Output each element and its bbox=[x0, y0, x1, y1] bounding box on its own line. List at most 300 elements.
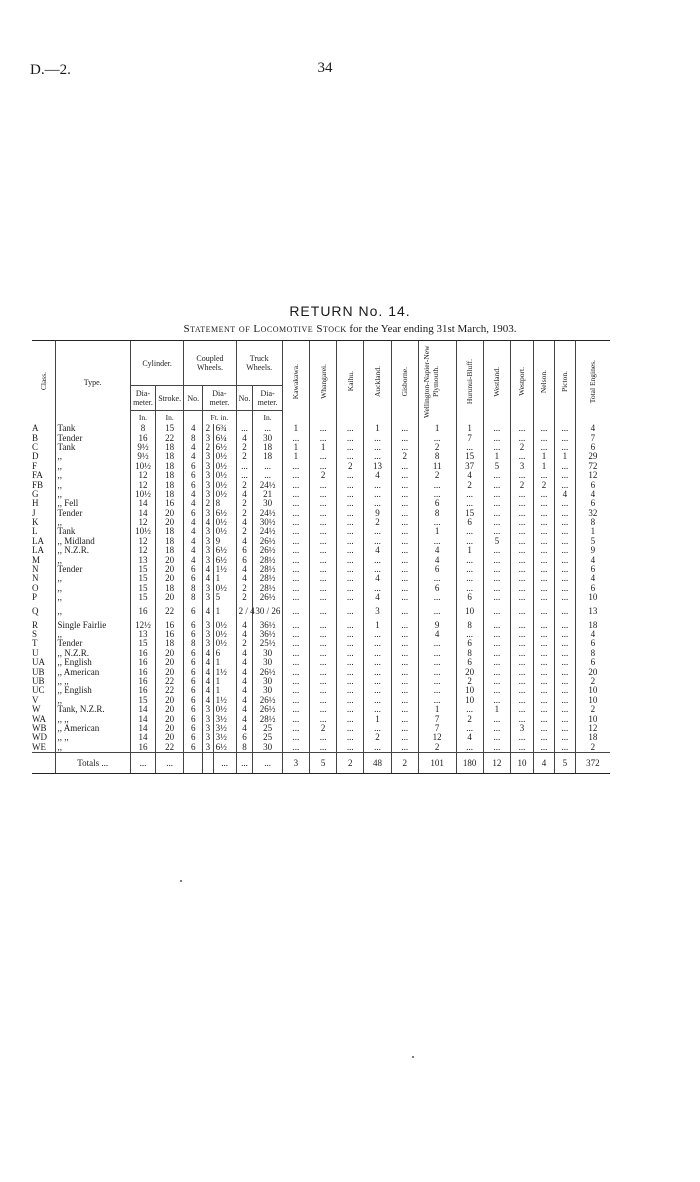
truck-no: 2 bbox=[236, 584, 253, 593]
count-cell: ... bbox=[309, 593, 336, 602]
cylinder-diameter: 15 bbox=[130, 593, 155, 602]
count-cell: ... bbox=[554, 480, 575, 489]
count-cell: 37 bbox=[456, 462, 483, 471]
cylinder-diameter: 12 bbox=[130, 518, 155, 527]
count-cell: ... bbox=[364, 584, 391, 593]
totals-label: Totals ... bbox=[55, 752, 130, 773]
count-cell: ... bbox=[483, 686, 510, 695]
cylinder-diameter: 16 bbox=[130, 602, 155, 620]
cylinder-diameter: 14 bbox=[130, 724, 155, 733]
coupled-no: 6 bbox=[184, 630, 203, 639]
count-cell: ... bbox=[533, 733, 554, 742]
cylinder-diameter: 14 bbox=[130, 733, 155, 742]
coupled-ft: 3 bbox=[203, 620, 213, 629]
count-cell: ... bbox=[483, 649, 510, 658]
count-cell: ... bbox=[309, 677, 336, 686]
count-cell: 4 bbox=[418, 546, 456, 555]
row-total: 6 bbox=[575, 639, 610, 648]
count-cell: ... bbox=[554, 537, 575, 546]
count-cell: ... bbox=[391, 696, 418, 705]
coupled-in: 0½ bbox=[213, 630, 236, 639]
coupled-in: 8 bbox=[213, 499, 236, 508]
count-cell: ... bbox=[391, 518, 418, 527]
count-cell: ... bbox=[533, 546, 554, 555]
class-code: B bbox=[32, 432, 39, 443]
page-number: 34 bbox=[317, 60, 333, 76]
coupled-in: 1 bbox=[213, 658, 236, 667]
count-cell: ... bbox=[282, 743, 309, 753]
truck-no: 4 bbox=[236, 433, 253, 442]
count-cell: ... bbox=[554, 443, 575, 452]
truck-no: 2 bbox=[236, 452, 253, 461]
coupled-ft: 3 bbox=[203, 593, 213, 602]
count-cell: ... bbox=[554, 462, 575, 471]
cylinder-diameter: 10½ bbox=[130, 462, 155, 471]
count-cell: ... bbox=[309, 565, 336, 574]
coupled-in: 0½ bbox=[213, 462, 236, 471]
coupled-ft: 3 bbox=[203, 462, 213, 471]
class-code: F bbox=[32, 460, 38, 471]
count-cell: ... bbox=[282, 509, 309, 518]
count-cell: ... bbox=[364, 555, 391, 564]
coupled-ft: 3 bbox=[203, 509, 213, 518]
count-cell: 2 bbox=[418, 743, 456, 753]
count-cell: ... bbox=[282, 546, 309, 555]
coupled-no: 6 bbox=[184, 509, 203, 518]
section-header-nelson: Nelson. bbox=[533, 341, 554, 425]
stroke: 20 bbox=[156, 658, 184, 667]
type-cell: ,, bbox=[55, 593, 130, 602]
truck-no: 2 bbox=[236, 509, 253, 518]
count-cell: 1 bbox=[456, 546, 483, 555]
count-cell: ... bbox=[456, 537, 483, 546]
type-cell: ,, ,, bbox=[55, 733, 130, 742]
count-cell: ... bbox=[309, 424, 336, 433]
row-total: 18 bbox=[575, 733, 610, 742]
count-cell: ... bbox=[456, 574, 483, 583]
count-cell: 2 bbox=[364, 733, 391, 742]
count-cell: ... bbox=[391, 686, 418, 695]
count-cell: ... bbox=[533, 593, 554, 602]
count-cell: ... bbox=[418, 696, 456, 705]
coupled-in: 1 bbox=[213, 602, 236, 620]
count-cell: ... bbox=[533, 433, 554, 442]
row-total: 8 bbox=[575, 518, 610, 527]
type-cell: ,, English bbox=[55, 686, 130, 695]
type-cell: Tender bbox=[55, 639, 130, 648]
row-total: 10 bbox=[575, 686, 610, 695]
count-cell: ... bbox=[483, 677, 510, 686]
cylinder-diameter: 8 bbox=[130, 424, 155, 433]
count-cell: ... bbox=[337, 490, 364, 499]
coupled-in: 0½ bbox=[213, 620, 236, 629]
count-cell: ... bbox=[309, 714, 336, 723]
class-code: UB bbox=[32, 666, 45, 677]
table-subtitle bbox=[0, 323, 700, 335]
count-cell: ... bbox=[337, 555, 364, 564]
class-code: D bbox=[32, 451, 39, 462]
row-total: 6 bbox=[575, 499, 610, 508]
count-cell: 6 bbox=[418, 499, 456, 508]
truck-diameter: 24½ bbox=[253, 480, 282, 489]
type-cell: ,, bbox=[55, 462, 130, 471]
table-row bbox=[32, 471, 610, 480]
type-cell: ,, Midland bbox=[55, 537, 130, 546]
coupled-ft: 4 bbox=[203, 649, 213, 658]
count-cell: ... bbox=[309, 490, 336, 499]
type-cell: ,, bbox=[55, 452, 130, 461]
count-cell: ... bbox=[510, 471, 533, 480]
count-cell: ... bbox=[337, 584, 364, 593]
count-cell: 6 bbox=[456, 639, 483, 648]
count-cell: ... bbox=[337, 546, 364, 555]
count-cell: ... bbox=[483, 546, 510, 555]
count-cell: ... bbox=[510, 639, 533, 648]
coupled-ft: 2 bbox=[203, 443, 213, 452]
coupled-in: 0½ bbox=[213, 705, 236, 714]
truck-diameter: 26½ bbox=[253, 546, 282, 555]
truck-no: 8 bbox=[236, 743, 253, 753]
count-cell: ... bbox=[282, 658, 309, 667]
count-cell: 4 bbox=[418, 555, 456, 564]
type-cell: Tender bbox=[55, 509, 130, 518]
count-cell: ... bbox=[483, 733, 510, 742]
row-total: 2 bbox=[575, 743, 610, 753]
coupled-ft: 4 bbox=[203, 518, 213, 527]
truck-diameter: 28½ bbox=[253, 584, 282, 593]
count-cell: ... bbox=[554, 424, 575, 433]
row-total: 8 bbox=[575, 649, 610, 658]
count-cell: ... bbox=[510, 620, 533, 629]
count-cell: 2 bbox=[510, 480, 533, 489]
total-gisborne: 2 bbox=[391, 752, 418, 773]
coupled-in: 3½ bbox=[213, 724, 236, 733]
stroke: 18 bbox=[156, 462, 184, 471]
count-cell: ... bbox=[554, 724, 575, 733]
count-cell: ... bbox=[391, 733, 418, 742]
count-cell: 8 bbox=[456, 649, 483, 658]
count-cell: ... bbox=[391, 602, 418, 620]
count-cell: ... bbox=[456, 490, 483, 499]
count-cell: ... bbox=[483, 424, 510, 433]
count-cell: ... bbox=[483, 518, 510, 527]
count-cell: ... bbox=[533, 705, 554, 714]
count-cell: 11 bbox=[418, 462, 456, 471]
coupled-ft: 3 bbox=[203, 555, 213, 564]
type-cell: ,, English bbox=[55, 658, 130, 667]
count-cell: ... bbox=[483, 724, 510, 733]
count-cell: ... bbox=[282, 620, 309, 629]
table-body bbox=[32, 424, 610, 752]
truck-diameter: 26½ bbox=[253, 667, 282, 676]
count-cell: ... bbox=[483, 471, 510, 480]
coupled-in: 1 bbox=[213, 686, 236, 695]
truck-diameter: 28½ bbox=[253, 555, 282, 564]
coupled-ft: 3 bbox=[203, 724, 213, 733]
count-cell: 6 bbox=[456, 658, 483, 667]
total-westland: 12 bbox=[483, 752, 510, 773]
unit-coupled-dia: Ft. in. bbox=[203, 411, 237, 425]
class-code: FA bbox=[32, 470, 43, 481]
count-cell: ... bbox=[554, 743, 575, 753]
count-cell: 2 bbox=[364, 518, 391, 527]
truck-diameter: 36½ bbox=[253, 630, 282, 639]
count-cell: 1 bbox=[456, 424, 483, 433]
count-cell: 7 bbox=[418, 714, 456, 723]
count-cell: ... bbox=[391, 667, 418, 676]
coupled-in: 6½ bbox=[213, 443, 236, 452]
truck-diameter: 30 bbox=[253, 743, 282, 753]
class-code: V bbox=[32, 694, 39, 705]
count-cell: 6 bbox=[456, 518, 483, 527]
count-cell: ... bbox=[391, 574, 418, 583]
coupled-in: 0½ bbox=[213, 452, 236, 461]
count-cell: ... bbox=[391, 433, 418, 442]
class-code: K bbox=[32, 517, 39, 528]
class-code: WB bbox=[32, 722, 47, 733]
coupled-no: 6 bbox=[184, 658, 203, 667]
class-code: R bbox=[32, 619, 39, 630]
total-whangarei: 5 bbox=[309, 752, 336, 773]
count-cell: ... bbox=[554, 499, 575, 508]
cylinder-diameter: 16 bbox=[130, 686, 155, 695]
coupled-in: 3½ bbox=[213, 733, 236, 742]
count-cell: ... bbox=[391, 593, 418, 602]
truck-diameter: 26½ bbox=[253, 537, 282, 546]
row-total: 18 bbox=[575, 620, 610, 629]
count-cell: ... bbox=[391, 443, 418, 452]
count-cell: ... bbox=[391, 546, 418, 555]
row-total: 29 bbox=[575, 452, 610, 461]
truck-diameter: 18 bbox=[253, 443, 282, 452]
truck-diameter: 28½ bbox=[253, 714, 282, 723]
count-cell: ... bbox=[309, 620, 336, 629]
count-cell: ... bbox=[533, 490, 554, 499]
table-row bbox=[32, 602, 610, 620]
count-cell: ... bbox=[309, 527, 336, 536]
truck-diameter: 30 bbox=[253, 649, 282, 658]
count-cell: 4 bbox=[554, 490, 575, 499]
count-cell: ... bbox=[418, 667, 456, 676]
cylinder-diameter: 12 bbox=[130, 480, 155, 489]
count-cell: ... bbox=[418, 480, 456, 489]
coupled-no: 4 bbox=[184, 443, 203, 452]
type-header: Type. bbox=[55, 341, 130, 425]
count-cell: ... bbox=[282, 574, 309, 583]
truck-no: 2 bbox=[236, 443, 253, 452]
section-header-hurunui-bluff: Hurunui-Bluff. bbox=[456, 341, 483, 425]
row-total: 1 bbox=[575, 527, 610, 536]
type-cell: Tank, N.Z.R. bbox=[55, 705, 130, 714]
coupled-ft: 4 bbox=[203, 677, 213, 686]
type-cell: ,, bbox=[55, 555, 130, 564]
coupled-no: 6 bbox=[184, 724, 203, 733]
count-cell: ... bbox=[364, 667, 391, 676]
count-cell: ... bbox=[391, 649, 418, 658]
count-cell: ... bbox=[554, 639, 575, 648]
count-cell: ... bbox=[309, 658, 336, 667]
count-cell: 2 bbox=[456, 714, 483, 723]
count-cell: ... bbox=[337, 649, 364, 658]
count-cell: ... bbox=[337, 714, 364, 723]
table-row bbox=[32, 424, 610, 433]
cylinder-diameter: 15 bbox=[130, 639, 155, 648]
stroke: 18 bbox=[156, 471, 184, 480]
count-cell: ... bbox=[483, 490, 510, 499]
count-cell: ... bbox=[456, 630, 483, 639]
truck-no: 4 bbox=[236, 658, 253, 667]
count-cell: ... bbox=[533, 649, 554, 658]
count-cell: ... bbox=[364, 490, 391, 499]
count-cell: ... bbox=[364, 696, 391, 705]
coupled-ft: 3 bbox=[203, 584, 213, 593]
count-cell: ... bbox=[337, 499, 364, 508]
total-engines-header: Total Engines. bbox=[575, 341, 610, 425]
coupled-in: 6¼ bbox=[213, 433, 236, 442]
unit-cyl-dia: In. bbox=[130, 411, 155, 425]
count-cell: ... bbox=[456, 499, 483, 508]
count-cell: ... bbox=[533, 677, 554, 686]
section-header-kaihu: Kaihu. bbox=[337, 341, 364, 425]
class-code: S bbox=[32, 629, 38, 639]
count-cell: ... bbox=[364, 565, 391, 574]
truck-no: 2 bbox=[236, 593, 253, 602]
truck-no: 2 / 4 bbox=[236, 602, 253, 620]
count-cell: ... bbox=[282, 433, 309, 442]
coupled-no: 8 bbox=[184, 639, 203, 648]
count-cell: 8 bbox=[418, 509, 456, 518]
count-cell: ... bbox=[533, 584, 554, 593]
stroke: 22 bbox=[156, 686, 184, 695]
count-cell: 4 bbox=[364, 574, 391, 583]
truck-no: 6 bbox=[236, 733, 253, 742]
coupled-ft: 4 bbox=[203, 667, 213, 676]
count-cell: ... bbox=[510, 705, 533, 714]
count-cell: ... bbox=[282, 696, 309, 705]
coupled-no: 6 bbox=[184, 462, 203, 471]
count-cell: ... bbox=[337, 574, 364, 583]
cylinder-diameter: 14 bbox=[130, 705, 155, 714]
count-cell: ... bbox=[533, 620, 554, 629]
stroke: 22 bbox=[156, 433, 184, 442]
stroke: 15 bbox=[156, 424, 184, 433]
coupled-in: 6½ bbox=[213, 555, 236, 564]
count-cell: ... bbox=[364, 499, 391, 508]
count-cell: ... bbox=[483, 443, 510, 452]
coupled-no: 8 bbox=[184, 433, 203, 442]
count-cell: ... bbox=[554, 667, 575, 676]
count-cell: ... bbox=[554, 677, 575, 686]
truck-diameter: 30 bbox=[253, 686, 282, 695]
truck-no: 4 bbox=[236, 724, 253, 733]
count-cell: ... bbox=[418, 677, 456, 686]
type-cell: ,, bbox=[55, 480, 130, 489]
count-cell: ... bbox=[337, 658, 364, 667]
coupled-in: 9 bbox=[213, 537, 236, 546]
count-cell: ... bbox=[554, 686, 575, 695]
section-header-wellington: Wellington-Napier-New Plymouth. bbox=[418, 341, 456, 425]
count-cell: ... bbox=[533, 686, 554, 695]
count-cell: ... bbox=[309, 555, 336, 564]
row-total: 4 bbox=[575, 424, 610, 433]
row-total: 6 bbox=[575, 658, 610, 667]
count-cell: 10 bbox=[456, 696, 483, 705]
row-total: 2 bbox=[575, 705, 610, 714]
count-cell: ... bbox=[391, 639, 418, 648]
count-cell: ... bbox=[554, 509, 575, 518]
count-cell: ... bbox=[554, 546, 575, 555]
truck-no: 2 bbox=[236, 499, 253, 508]
count-cell: ... bbox=[391, 462, 418, 471]
count-cell: ... bbox=[533, 424, 554, 433]
section-header-gisborne: Gisborne. bbox=[391, 341, 418, 425]
count-cell: ... bbox=[337, 686, 364, 695]
count-cell: ... bbox=[309, 630, 336, 639]
coupled-diameter-header: Dia-meter. bbox=[203, 386, 237, 411]
count-cell: 15 bbox=[456, 452, 483, 461]
count-cell: ... bbox=[337, 630, 364, 639]
row-total: 72 bbox=[575, 462, 610, 471]
count-cell: 1 bbox=[554, 452, 575, 461]
count-cell: 5 bbox=[483, 537, 510, 546]
coupled-ft: 3 bbox=[203, 714, 213, 723]
count-cell: ... bbox=[483, 480, 510, 489]
cylinder-diameter: 10½ bbox=[130, 527, 155, 536]
coupled-in: 6¾ bbox=[213, 424, 236, 433]
count-cell: ... bbox=[483, 584, 510, 593]
truck-no: 4 bbox=[236, 537, 253, 546]
type-cell: ,, bbox=[55, 743, 130, 753]
count-cell: 2 bbox=[456, 480, 483, 489]
count-cell: ... bbox=[337, 677, 364, 686]
grand-total: 372 bbox=[575, 752, 610, 773]
stroke: 18 bbox=[156, 546, 184, 555]
count-cell: ... bbox=[510, 733, 533, 742]
coupled-no: 6 bbox=[184, 620, 203, 629]
coupled-no: 4 bbox=[184, 424, 203, 433]
count-cell: ... bbox=[337, 424, 364, 433]
type-cell: ,, bbox=[55, 490, 130, 499]
row-total: 4 bbox=[575, 490, 610, 499]
cylinder-diameter: 16 bbox=[130, 649, 155, 658]
truck-no: 4 bbox=[236, 574, 253, 583]
row-total: 4 bbox=[575, 574, 610, 583]
coupled-no: 6 bbox=[184, 714, 203, 723]
count-cell: ... bbox=[510, 667, 533, 676]
type-cell: Tank bbox=[55, 443, 130, 452]
count-cell: ... bbox=[510, 677, 533, 686]
count-cell: ... bbox=[510, 714, 533, 723]
count-cell: ... bbox=[337, 705, 364, 714]
count-cell: ... bbox=[309, 480, 336, 489]
truck-diameter: 36½ bbox=[253, 620, 282, 629]
cylinder-diameter: 13 bbox=[130, 630, 155, 639]
coupled-no: 6 bbox=[184, 743, 203, 753]
stroke: 18 bbox=[156, 490, 184, 499]
coupled-in: 0½ bbox=[213, 518, 236, 527]
coupled-no: 4 bbox=[184, 452, 203, 461]
count-cell: 10 bbox=[456, 602, 483, 620]
truck-wheels-header: Truck Wheels. bbox=[236, 341, 282, 386]
count-cell: ... bbox=[282, 686, 309, 695]
truck-no: 4 bbox=[236, 677, 253, 686]
count-cell: ... bbox=[337, 602, 364, 620]
count-cell: ... bbox=[483, 527, 510, 536]
stroke: 20 bbox=[156, 705, 184, 714]
cylinder-diameter: 15 bbox=[130, 696, 155, 705]
count-cell: ... bbox=[364, 527, 391, 536]
type-cell: ,, American bbox=[55, 724, 130, 733]
